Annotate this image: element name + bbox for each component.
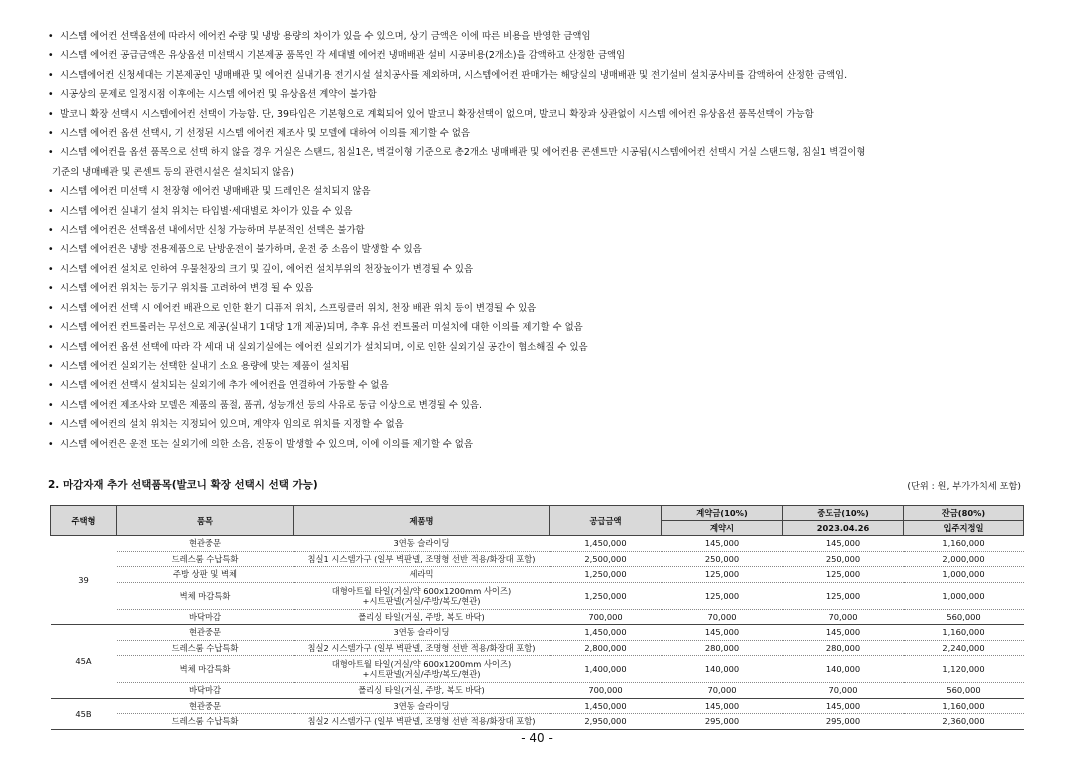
balance-cell: 2,240,000 — [904, 640, 1024, 656]
product-line: 대형아트월 타일(거실/약 600x1200mm 사이즈) — [331, 659, 512, 669]
note-text: 시스템 에어컨 미선택 시 천장형 에어컨 냉매배관 및 드레인은 설치되지 않음 — [60, 186, 371, 198]
note-item — [48, 143, 1048, 182]
product-line: +시트판넬(거실/주방/복도/현관) — [362, 669, 481, 679]
note-text: 시스템 에어컨 공급금액은 유상옵션 미선택시 기본제공 품목인 각 세대별 에어컨 냉매배관 설비 시공비용(2개소)을 감액하고 산정한 금액임 — [60, 50, 626, 62]
item-cell: 주방 상판 및 벽체 — [117, 567, 294, 583]
item-cell: 바닥마감 — [117, 683, 294, 699]
note-item — [48, 338, 1048, 357]
product-cell — [294, 656, 550, 683]
note-item — [48, 260, 1048, 279]
middle-cell: 70,000 — [783, 683, 904, 699]
contract-cell: 250,000 — [662, 551, 783, 567]
item-cell: 벽체 마감특화 — [117, 582, 294, 609]
header-contract: 계약금(10%) — [662, 506, 783, 521]
note-text: 시스템 에어컨은 선택옵션 내에서만 신청 가능하며 부분적인 선택은 불가함 — [60, 225, 365, 237]
middle-cell: 145,000 — [783, 698, 904, 714]
balance-cell: 560,000 — [904, 609, 1024, 625]
note-text: 시스템 에어컨 선택옵션에 따라서 에어컨 수량 및 냉방 용량의 차이가 있을 수 있으며, 상기 금액은 이에 따른 비용을 반영한 금액임 — [60, 31, 591, 42]
product-line: +시트판넬(거실/주방/복도/현관) — [362, 595, 481, 606]
note-text: 시스템 에어컨은 냉방 전용제품으로 난방운전이 불가하며, 운전 중 소음이 발생할 수 있음 — [60, 244, 422, 256]
note-text: 발코니 확장 선택시 시스템에어컨 선택이 가능함. 단, 39타입은 기본형으로 계획되어 있어 발코니 확장선택이 없으며, 발코니 확장과 상관없이 시스템 에어컨 유상옵션 품목선택이 가능함 — [60, 108, 814, 120]
table-row — [51, 714, 1024, 730]
balance-cell: 1,160,000 — [904, 698, 1024, 714]
table-row — [51, 551, 1024, 567]
table-row — [51, 656, 1024, 683]
supply-cell: 2,500,000 — [550, 551, 662, 567]
supply-cell: 1,400,000 — [550, 656, 662, 683]
contract-cell: 125,000 — [662, 582, 783, 609]
note-item — [48, 27, 1048, 46]
supply-cell: 1,450,000 — [550, 625, 662, 641]
note-item — [48, 46, 1048, 65]
unit-note: (단위 : 원, 부가가치세 포함) — [907, 481, 1021, 492]
header-type: 주택형 — [51, 506, 117, 536]
balance-cell: 1,000,000 — [904, 582, 1024, 609]
page-number: - 40 - — [521, 731, 553, 745]
contract-cell: 145,000 — [662, 536, 783, 552]
note-text: 시스템 에어컨 위치는 등기구 위치를 고려하여 변경 될 수 있음 — [60, 283, 314, 295]
note-text: 시스템 에어컨 옵션 선택시, 기 선정된 시스템 에어컨 제조사 및 모델에 대하여 이의를 제기할 수 없음 — [60, 128, 470, 140]
contract-cell: 280,000 — [662, 640, 783, 656]
contract-cell: 70,000 — [662, 683, 783, 699]
unit-type-cell: 45A — [51, 625, 117, 699]
item-cell: 현관중문 — [117, 698, 294, 714]
note-item — [48, 318, 1048, 337]
supply-cell: 1,450,000 — [550, 698, 662, 714]
note-item — [48, 202, 1048, 221]
product-cell: 침실2 시스템가구 (일부 벽판넬, 조명형 선반 적용/화장대 포함) — [294, 714, 550, 730]
contract-cell: 125,000 — [662, 567, 783, 583]
note-text: 시스템 에어컨 제조사와 모델은 제품의 품절, 품귀, 성능개선 등의 사유로 동급 이상으로 변경될 수 있음. — [60, 399, 482, 411]
item-cell: 드레스룸 수납특화 — [117, 551, 294, 567]
note-text: 시스템 에어컨의 설치 위치는 지정되어 있으며, 계약자 임의로 위치를 지정할 수 없음 — [60, 419, 404, 431]
unit-type-cell: 45B — [51, 698, 117, 729]
contract-cell: 140,000 — [662, 656, 783, 683]
header-balance-timing: 입주지정일 — [904, 521, 1024, 536]
note-text: 시스템 에어컨 컨트롤러는 무선으로 제공(실내기 1대당 1개 제공)되며, 추후 유선 컨트롤러 미설치에 대한 이의를 제기할 수 없음 — [60, 322, 583, 334]
note-item — [48, 415, 1048, 434]
note-continuation: 기준의 냉매배관 및 콘센트 등의 관련시설은 설치되지 않음) — [52, 166, 294, 178]
item-cell: 현관중문 — [117, 625, 294, 641]
table-row — [51, 567, 1024, 583]
balance-cell: 2,360,000 — [904, 714, 1024, 730]
note-item — [48, 182, 1048, 201]
note-text: 시스템 에어컨 선택시 설치되는 실외기에 추가 에어컨을 연결하여 가동할 수 없음 — [60, 380, 389, 392]
note-item — [48, 279, 1048, 298]
middle-cell: 125,000 — [783, 567, 904, 583]
product-cell: 폴리싱 타일(거실, 주방, 복도 바닥) — [294, 683, 550, 699]
header-supply: 공급금액 — [550, 506, 662, 536]
header-product: 제품명 — [294, 506, 550, 536]
supply-cell: 1,250,000 — [550, 567, 662, 583]
product-cell: 폴리싱 타일(거실, 주방, 복도 바닥) — [294, 609, 550, 625]
supply-cell: 2,800,000 — [550, 640, 662, 656]
supply-cell: 700,000 — [550, 683, 662, 699]
balance-cell: 1,160,000 — [904, 625, 1024, 641]
note-text: 시스템 에어컨 설치로 인하여 우물천장의 크기 및 깊이, 에어컨 설치부위의 천장높이가 변경될 수 있음 — [60, 263, 474, 275]
item-cell: 현관중문 — [117, 536, 294, 552]
middle-cell: 145,000 — [783, 536, 904, 552]
note-item — [48, 435, 1048, 454]
middle-cell: 295,000 — [783, 714, 904, 730]
product-cell: 3연동 슬라이딩 — [294, 536, 550, 552]
header-middle: 중도금(10%) — [783, 506, 904, 521]
note-item — [48, 105, 1048, 124]
note-text: 시스템에어컨 신청세대는 기본제공인 냉매배관 및 에어컨 실내기용 전기시설 설치공사를 제외하며, 시스템에어컨 판매가는 해당실의 냉매배관 및 전기설비 설치공사비를 감액하여 산정한 금액임. — [60, 69, 848, 81]
product-cell: 세라믹 — [294, 567, 550, 583]
supply-cell: 700,000 — [550, 609, 662, 625]
header-contract-timing: 계약시 — [662, 521, 783, 536]
product-cell: 침실1 시스템가구 (일부 벽판넬, 조명형 선반 적용/화장대 포함) — [294, 551, 550, 567]
note-text: 시스템 에어컨은 운전 또는 실외기에 의한 소음, 진동이 발생할 수 있으며, 이에 이의를 제기할 수 없음 — [60, 438, 473, 450]
product-cell: 침실2 시스템가구 (일부 벽판넬, 조명형 선반 적용/화장대 포함) — [294, 640, 550, 656]
note-item — [48, 124, 1048, 143]
item-cell: 벽체 마감특화 — [117, 656, 294, 683]
middle-cell: 125,000 — [783, 582, 904, 609]
middle-cell: 145,000 — [783, 625, 904, 641]
table-row — [51, 582, 1024, 609]
balance-cell: 1,120,000 — [904, 656, 1024, 683]
section-title: 2. 마감자재 추가 선택품목(발코니 확장 선택시 선택 가능) — [48, 479, 318, 491]
note-item — [48, 396, 1048, 415]
item-cell: 드레스룸 수납특화 — [117, 640, 294, 656]
option-price-table — [50, 505, 1024, 730]
item-cell: 바닥마감 — [117, 609, 294, 625]
middle-cell: 70,000 — [783, 609, 904, 625]
middle-cell: 250,000 — [783, 551, 904, 567]
product-cell — [294, 582, 550, 609]
unit-type-cell: 39 — [51, 536, 117, 625]
supply-cell: 1,450,000 — [550, 536, 662, 552]
table-row — [51, 683, 1024, 699]
balance-cell: 1,160,000 — [904, 536, 1024, 552]
product-cell: 3연동 슬라이딩 — [294, 625, 550, 641]
product-line: 대형아트월 타일(거실/약 600x1200mm 사이즈) — [331, 585, 512, 596]
balance-cell: 2,000,000 — [904, 551, 1024, 567]
header-item: 품목 — [117, 506, 294, 536]
note-item — [48, 85, 1048, 104]
middle-cell: 140,000 — [783, 656, 904, 683]
note-text: 시스템 에어컨 실내기 설치 위치는 타입별·세대별로 차이가 있을 수 있음 — [60, 205, 353, 217]
contract-cell: 145,000 — [662, 625, 783, 641]
contract-cell: 70,000 — [662, 609, 783, 625]
note-text: 시스템 에어컨 실외기는 선택한 실내기 소요 용량에 맞는 제품이 설치됨 — [60, 360, 350, 372]
item-cell: 드레스룸 수납특화 — [117, 714, 294, 730]
supply-cell: 2,950,000 — [550, 714, 662, 730]
note-item — [48, 299, 1048, 318]
supply-cell: 1,250,000 — [550, 582, 662, 609]
table-row — [51, 640, 1024, 656]
balance-cell: 560,000 — [904, 683, 1024, 699]
note-text: 시스템 에어컨 옵션 선택에 따라 각 세대 내 실외기실에는 에어컨 실외기가 설치되며, 이로 인한 실외기실 공간이 협소해질 수 있음 — [60, 341, 588, 353]
middle-cell: 280,000 — [783, 640, 904, 656]
note-item — [48, 240, 1048, 259]
table-row — [51, 698, 1024, 714]
note-text: 시공상의 문제로 일정시점 이후에는 시스템 에어컨 및 유상옵션 계약이 불가함 — [60, 89, 377, 101]
header-balance: 잔금(80%) — [904, 506, 1024, 521]
notes-list — [48, 27, 1048, 454]
product-cell: 3연동 슬라이딩 — [294, 698, 550, 714]
note-item — [48, 376, 1048, 395]
note-item — [48, 357, 1048, 376]
header-middle-date: 2023.04.26 — [783, 521, 904, 536]
note-text: 시스템 에어컨 선택 시 에어컨 배관으로 인한 환기 디퓨저 위치, 스프링클러 위치, 천장 배관 위치 등이 변경될 수 있음 — [60, 302, 537, 314]
contract-cell: 295,000 — [662, 714, 783, 730]
table-row — [51, 625, 1024, 641]
note-item — [48, 221, 1048, 240]
contract-cell: 145,000 — [662, 698, 783, 714]
table-row — [51, 536, 1024, 552]
table-row — [51, 609, 1024, 625]
note-item — [48, 66, 1048, 85]
note-text: 시스템 에어컨을 옵션 품목으로 선택 하지 않을 경우 거실은 스탠드, 침실1은, 벽걸이형 기준으로 총2개소 냉매배관 및 에어컨용 콘센트만 시공됨(시스템에어컨 선택시 거실 스탠드형, 침실1 벽걸이형 — [60, 147, 866, 159]
balance-cell: 1,000,000 — [904, 567, 1024, 583]
